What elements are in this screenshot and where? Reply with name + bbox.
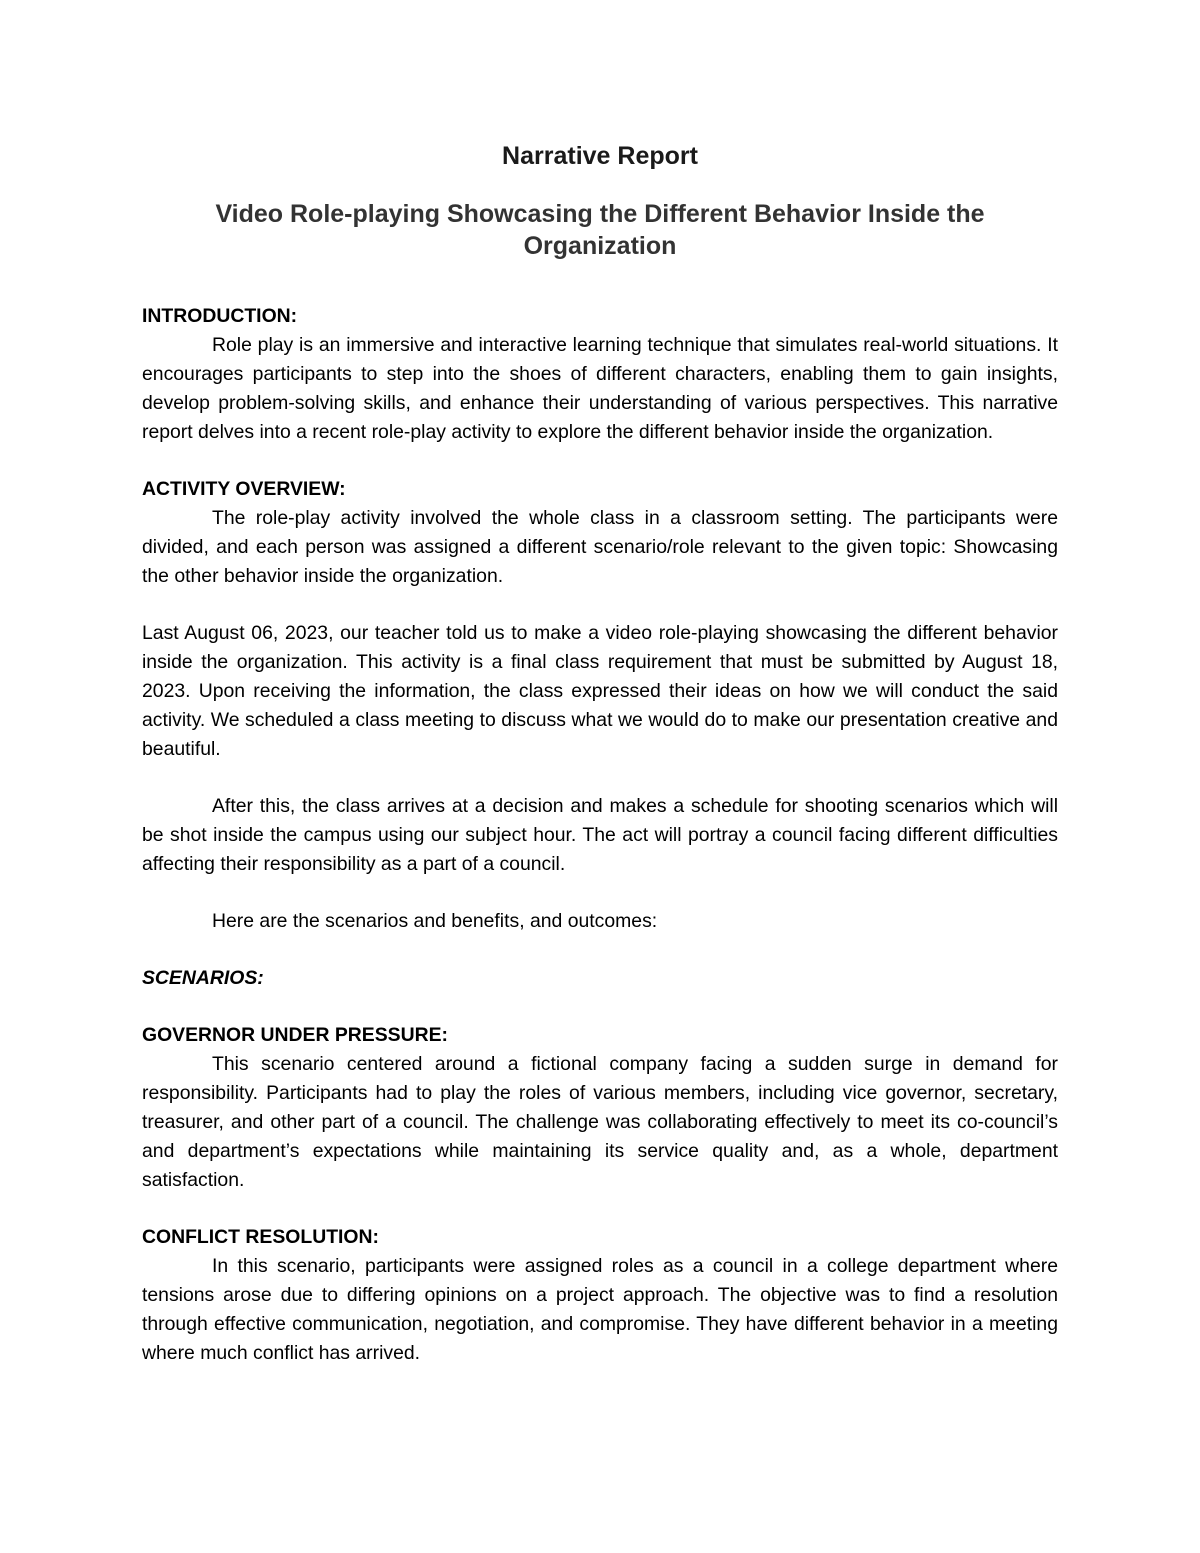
activity-overview-paragraph: The role-play activity involved the whole class in a classroom setting. The participants were divided, and each person was assigned a different scenario/role relevant to the given topic: Showcasing the other behavior inside the organization. bbox=[142, 507, 1058, 587]
activity-decision-paragraph: After this, the class arrives at a decision and makes a schedule for shooting scenarios which will be shot inside the campus using our subject hour. The act will portray a council facing different difficulties affecting their responsibility as a part of a council. bbox=[142, 795, 1058, 875]
document-subtitle: Video Role-playing Showcasing the Different Behavior Inside the Organization bbox=[215, 200, 985, 260]
conflict-resolution-paragraph: In this scenario, participants were assigned roles as a council in a college department where tensions arose due to differing opinions on a project approach. The objective was to find a resolution through effective communication, negotiation, and compromise. They have different behavior in a meeting where much conflict has arrived. bbox=[142, 1255, 1058, 1364]
spacer bbox=[142, 447, 1058, 475]
spacer bbox=[142, 993, 1058, 1021]
scenarios-heading: SCENARIOS: bbox=[142, 967, 264, 989]
governor-under-pressure-heading: GOVERNOR UNDER PRESSURE: bbox=[142, 1024, 448, 1046]
governor-under-pressure-paragraph: This scenario centered around a fictional company facing a sudden surge in demand for responsibility. Participants had to play the roles of various members, including vice governor, secretary, treasurer, and other part of a council. The challenge was collaborating effectively to meet its co-council’s and department’s expectations while maintaining its service quality and, as a whole, department satisfaction. bbox=[142, 1053, 1058, 1191]
introduction-heading: INTRODUCTION: bbox=[142, 305, 298, 327]
spacer bbox=[142, 936, 1058, 964]
scenarios-intro-paragraph: Here are the scenarios and benefits, and outcomes: bbox=[212, 910, 658, 932]
spacer bbox=[142, 879, 1058, 907]
spacer bbox=[142, 591, 1058, 619]
introduction-paragraph: Role play is an immersive and interactive learning technique that simulates real-world situations. It encourages participants to step into the shoes of different characters, enabling them to gain insights, develop problem-solving skills, and enhance their understanding of various perspectives. This narrative report delves into a recent role-play activity to explore the different behavior inside the organization. bbox=[142, 334, 1058, 443]
activity-overview-heading: ACTIVITY OVERVIEW: bbox=[142, 478, 346, 500]
spacer bbox=[142, 1195, 1058, 1223]
spacer bbox=[142, 764, 1058, 792]
activity-timeline-paragraph: Last August 06, 2023, our teacher told us to make a video role-playing showcasing the different behavior inside the organization. This activity is a final class requirement that must be submitted by August 18, 2023. Upon receiving the information, the class expressed their ideas on how we will conduct the said activity. We scheduled a class meeting to discuss what we would do to make our presentation creative and beautiful. bbox=[142, 622, 1058, 760]
conflict-resolution-heading: CONFLICT RESOLUTION: bbox=[142, 1226, 379, 1248]
document-body bbox=[142, 138, 1058, 1368]
document-title: Narrative Report bbox=[502, 142, 698, 170]
